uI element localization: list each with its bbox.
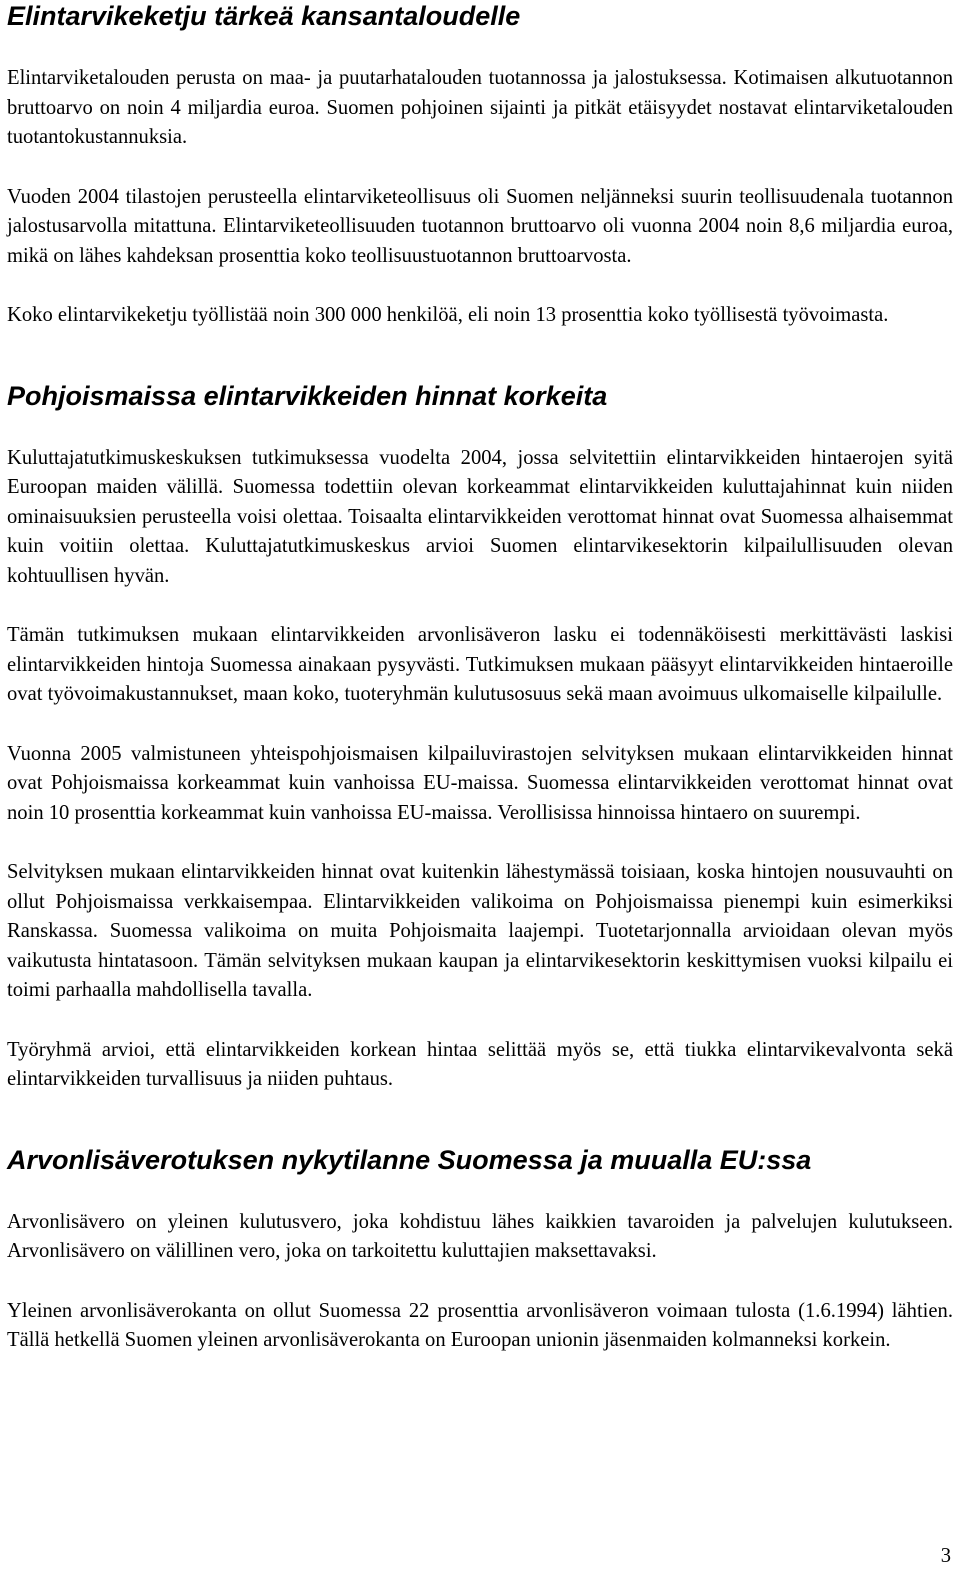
section-elintarvikeketju bbox=[7, 0, 953, 331]
section-pohjoismaissa-hinnat bbox=[7, 380, 953, 1095]
body-paragraph: Arvonlisävero on yleinen kulutusvero, joka kohdistuu lähes kaikkien tavaroiden ja palvelujen kulutukseen. Arvonlisävero on välillinen vero, joka on tarkoitettu kuluttajien maksettavaksi. bbox=[7, 1210, 953, 1262]
document-page bbox=[7, 0, 953, 1356]
body-paragraph: Kuluttajatutkimuskeskuksen tutkimuksessa vuodelta 2004, jossa selvitettiin elintarvikkeiden hintaerojen syitä Euroopan maiden välillä. Suomessa todettiin olevan korkeammat elintarvikkeiden kuluttajahinnat kuin niiden ominaisuuksien perusteella voisi olettaa. Toisaalta elintarvikkeiden verottomat hinnat ovat Suomessa alhaisemmat kuin voitiin olettaa. Kuluttajatutkimuskeskus arvioi Suomen elintarvikesektorin kilpailullisuuden olevan kohtuullisen hyvän. bbox=[7, 446, 953, 587]
page-number: 3 bbox=[940, 1545, 951, 1567]
body-paragraph: Vuonna 2005 valmistuneen yhteispohjoismaisen kilpailuvirastojen selvityksen mukaan elintarvikkeiden hinnat ovat Pohjoismaissa korkeammat kuin vanhoissa EU-maissa. Suomessa elintarvikkeiden verottomat hinnat ovat noin 10 prosenttia korkeammat kuin vanhoissa EU-maissa. Verollisissa hinnoissa hintaero on suurempi. bbox=[7, 742, 953, 824]
body-paragraph: Selvityksen mukaan elintarvikkeiden hinnat ovat kuitenkin lähestymässä toisiaan, koska hintojen nousuvauhti on ollut Pohjoismaissa verkkaisempaa. Elintarvikkeiden valikoima on Pohjoismaissa pienempi kuin esimerkiksi Ranskassa. Suomessa valikoima on muita Pohjoismaita laajempi. Tuotetarjonnalla arvioidaan olevan myös vaikutusta hintatasoon. Tämän selvityksen mukaan kaupan ja elintarvikesektorin keskittymisen vuoksi kilpailu ei toimi parhaalla mahdollisella tavalla. bbox=[7, 861, 953, 1001]
body-paragraph: Tämän tutkimuksen mukaan elintarvikkeiden arvonlisäveron lasku ei todennäköisesti merkittävästi laskisi elintarvikkeiden hintoja Suomessa ainakaan pysyvästi. Tutkimuksen mukaan pääsyyt elintarvikkeiden hintaeroille ovat työvoimakustannukset, maan koko, tuoteryhmän kulutusosuus sekä maan avoimuus ulkomaiselle kilpailulle. bbox=[7, 624, 953, 705]
body-paragraph: Koko elintarvikeketju työllistää noin 300 000 henkilöä, eli noin 13 prosenttia koko työllisestä työvoimasta. bbox=[7, 304, 889, 326]
section-heading: Elintarvikeketju tärkeä kansantaloudelle bbox=[7, 1, 521, 31]
section-heading: Pohjoismaissa elintarvikkeiden hinnat korkeita bbox=[7, 380, 608, 411]
body-paragraph: Yleinen arvonlisäverokanta on ollut Suomessa 22 prosenttia arvonlisäveron voimaan tulosta (1.6.1994) lähtien. Tällä hetkellä Suomen yleinen arvonlisäverokanta on Euroopan unionin jäsenmaiden kolmanneksi korkein. bbox=[7, 1299, 953, 1351]
section-heading: Arvonlisäverotuksen nykytilanne Suomessa ja muualla EU:ssa bbox=[7, 1144, 812, 1175]
body-paragraph: Elintarviketalouden perusta on maa- ja puutarhatalouden tuotannossa ja jalostuksessa. Kotimaisen alkutuotannon bruttoarvo on noin 4 miljardia euroa. Suomen pohjoinen sijainti ja pitkät etäisyydet nostavat elintarviketalouden tuotantokustannuksia. bbox=[7, 67, 953, 148]
section-arvonlisaverotus bbox=[7, 1144, 953, 1356]
body-paragraph: Vuoden 2004 tilastojen perusteella elintarviketeollisuus oli Suomen neljänneksi suurin teollisuudenala tuotannon jalostusarvolla mitattuna. Elintarviketeollisuuden tuotannon bruttoarvo oli vuonna 2004 noin 8,6 miljardia euroa, mikä on lähes kahdeksan prosenttia koko teollisuustuotannon bruttoarvosta. bbox=[7, 185, 953, 267]
body-paragraph: Työryhmä arvioi, että elintarvikkeiden korkean hintaa selittää myös se, että tiukka elintarvikevalvonta sekä elintarvikkeiden turvallisuus ja niiden puhtaus. bbox=[7, 1038, 953, 1090]
